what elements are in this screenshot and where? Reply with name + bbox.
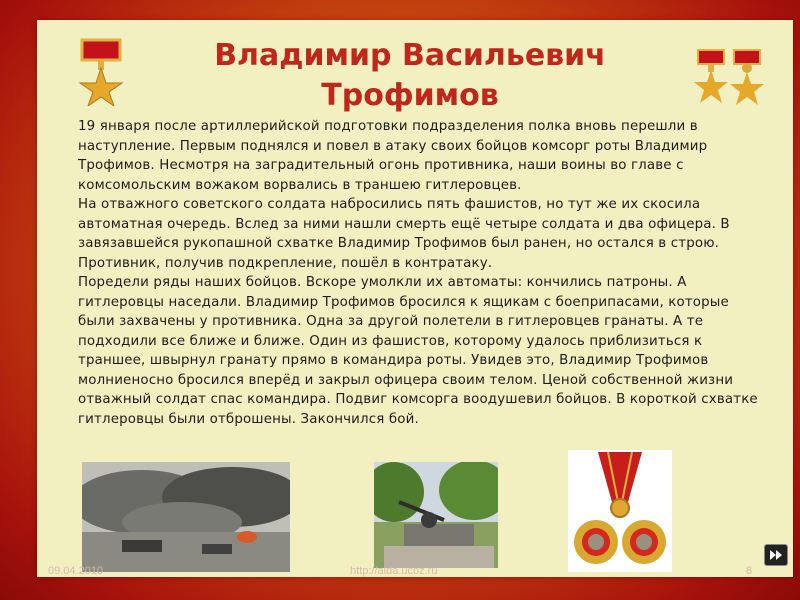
paragraph-2: На отважного советского солдата набросились пять фашистов, но тут же их скосила автоматная очередь. Вслед за ними нашли смерть ещё четыре солдата и два офицера. В завязавшейся рукопашной схватке Владимир Трофимов был ранен, но остался в строю. Противник, получив подкрепление, пошёл в контратаку. [78, 197, 730, 271]
cannon-monument-photo [374, 462, 498, 568]
hero-star-medal-left [76, 38, 126, 106]
footer-url[interactable]: http://aida.ucoz.ru [350, 565, 438, 577]
page-title [130, 36, 690, 116]
order-of-lenin-photo [568, 450, 672, 572]
footer-date: 09.04.2010 [48, 565, 104, 577]
hero-star-medals-right [694, 48, 764, 108]
title-line-1: Владимир Васильевич [214, 38, 606, 73]
fast-forward-icon [765, 545, 787, 565]
next-slide-button[interactable] [764, 544, 788, 566]
battle-photo [82, 462, 290, 572]
paragraph-1: 19 января после артиллерийской подготовки подразделения полка вновь перешли в наступление. Первым поднялся и повел в атаку своих бойцов комсорг роты Владимир Трофимов. Несмотря на заградительный огонь противника, наши воины во главе с комсомольским вожаком ворвались в траншею гитлеровцев. [78, 119, 708, 193]
title-line-2: Трофимов [321, 78, 499, 113]
footer-page-number: 8 [746, 565, 753, 577]
paragraph-3: Поредели ряды наших бойцов. Вскоре умолкли их автоматы: кончились патроны. А гитлеровцы наседали. Владимир Трофимов бросился к ящикам с боеприпасами, которые были захвачены у противника. Одна за другой полетели в гитлеровцев гранаты. А те подходили все ближе и ближе. Один из фашистов, которому удалось приблизиться к траншее, швырнул гранату прямо в командира роты. Увидев это, Владимир Трофимов молниеносно бросился вперёд и закрыл офицера своим телом. Ценой собственной жизни отважный солдат спас командира. Подвиг комсорга воодушевил бойцов. В короткой схватке гитлеровцы были отброшены. Закончился бой. [78, 275, 758, 427]
story-text [78, 117, 758, 429]
